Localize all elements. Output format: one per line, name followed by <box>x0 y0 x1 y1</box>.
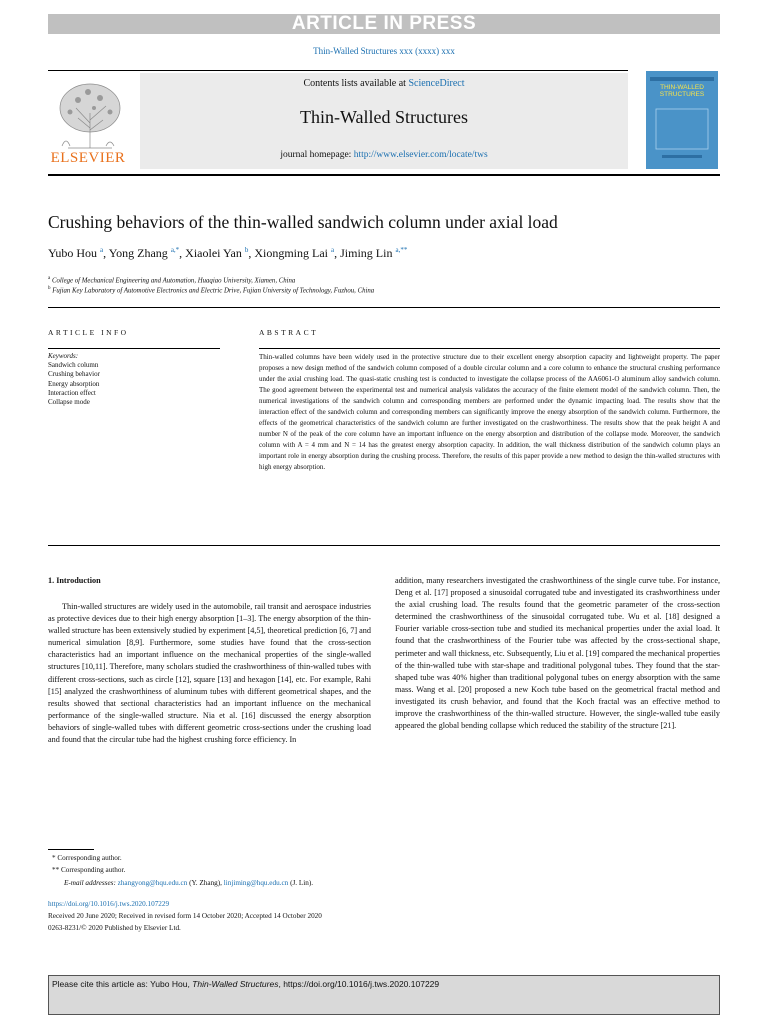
homepage-line <box>140 150 628 160</box>
email-label: E-mail addresses: <box>64 879 118 887</box>
keyword-item: Interaction effect <box>48 388 96 397</box>
section-heading-introduction: 1. Introduction <box>48 576 101 585</box>
abstract-rule <box>259 348 720 349</box>
article-info-rule <box>48 348 220 349</box>
article-info-heading: ARTICLE INFO <box>48 328 129 337</box>
citation-suffix[interactable]: , https://doi.org/10.1016/j.tws.2020.107229 <box>278 979 440 989</box>
author-list: Yubo Hou $^a$, Yong Zhang $^{a,*}$, Xiaolei Yan $^b$, Xiongming Lai $^a$, Jiming Lin $^{a,**}$ <box>48 246 408 260</box>
journal-name: Thin-Walled Structures <box>299 107 468 127</box>
email-link[interactable]: linjiming@hqu.edu.cn <box>223 879 289 887</box>
keyword-item: Sandwich column <box>48 361 99 370</box>
sciencedirect-link[interactable]: ScienceDirect <box>408 78 465 89</box>
abstract-heading: ABSTRACT <box>259 328 319 337</box>
keyword-item: Collapse mode <box>48 398 90 407</box>
elsevier-wordmark[interactable]: ELSEVIER <box>50 150 126 166</box>
email-owner: (Y. Zhang), <box>187 879 224 887</box>
copyright-line: 0263-8231/© 2020 Published by Elsevier Ltd. <box>48 924 181 932</box>
doi-link[interactable]: https://doi.org/10.1016/j.tws.2020.107229 <box>48 900 170 908</box>
keywords-label: Keywords: <box>48 352 79 360</box>
author-affil-mark[interactable]: b <box>244 246 249 254</box>
article-in-press-banner: ARTICLE IN PRESS <box>48 14 720 34</box>
email-owner: (J. Lin). <box>288 879 314 887</box>
body-column-left: Thin-walled structures are widely used in the automobile, rail transit and aerospace industries as protective devices due to their high energy absorption [1–3]. The energy absorption of the thin-walled structure has been extensively studied by experiment [4,5], theoretical prediction [6, 7] and numerical simulation [8,9]. Furthermore, some studies have found that the cross-section characteristics had an important influence on the mechanical properties of the single-walled structures [10,11]. Therefore, many scholars studied the crashworthiness of thin-walled tubes with different cross-sections, such as circle [12], square [13] and hexagon [14], etc. For example, Rahi [15] analyzed the crashworthiness of aluminum tubes with different geometrical shapes, and the results showed that sectional characteristics had an important influence on the mechanical performance of the single-walled structure. Nia et al. [16] discussed the energy absorption behaviors of single-walled tubes with different geometric cross-sections under the crushing load and found that the circular tube had the highest crushing force efficiency. In <box>48 602 371 745</box>
email-link[interactable]: zhangyong@hqu.edu.cn <box>117 879 188 887</box>
affiliation-b <box>48 286 720 294</box>
keywords-block <box>48 352 220 407</box>
contents-prefix: Contents lists available at <box>303 78 409 89</box>
journal-reference-link[interactable]: Thin-Walled Structures xxx (xxxx) xxx <box>313 46 455 56</box>
affiliation-text: Fujian Key Laboratory of Automotive Electronics and Electric Drive, Fujian University of Technology, Fuzhou, China <box>52 287 375 295</box>
received-dates: Received 20 June 2020; Received in revised form 14 October 2020; Accepted 14 October 2020 <box>48 912 322 920</box>
header-bottom-rule <box>48 174 720 176</box>
affiliation-mark: a <box>48 276 51 281</box>
author-name[interactable]: Jiming Lin <box>340 246 393 260</box>
author-name[interactable]: Xiongming Lai <box>254 246 329 260</box>
body-rule <box>48 545 720 546</box>
citation-journal: Thin-Walled Structures <box>192 979 279 989</box>
abstract-text: Thin-walled columns have been widely used in the protective structure due to their excellent energy absorption capacity and lightweight property. The paper proposes a new design method of the sandwich column composed of a double circular column and a core column to enhance the structural crushing performance under the axial crushing load. The quasi-static crushing test is conducted to investigate the collapse process of the AA6061-O aluminum alloy sandwich column. The good agreement between the experimental test and numerical analysis validates the accuracy of the finite element model of the sandwich column. Then, the numerical investigations of the sandwich column and corresponding members are performed under the dynamic impacting load. The results show that the interaction effect of the sandwich column and corresponding members can significantly improve the energy absorption of the sandwich column. Furthermore, the effects of the geometrical characteristics of the sandwich column are further investigated on the crashworthiness. The results show that the peak height A and number N of the peak of the core column have an important influence on the energy absorption and distribution of the collapse mode. Moreover, the sandwich column with A = 4 mm and N = 14 has the greatest energy absorption capacity. In addition, the wall thickness distribution of the sandwich column plays an important role in energy absorption during the crushing process. Therefore, the results of this paper provide a new method to design the thin-walled structures with high energy absorption. <box>259 353 720 471</box>
citation-prefix: Please cite this article as: Yubo Hou, <box>52 979 193 989</box>
cover-title: THIN-WALLED STRUCTURES <box>659 84 705 98</box>
header-rule <box>48 70 628 71</box>
keyword-item: Energy absorption <box>48 379 100 388</box>
author-name[interactable]: Xiaolei Yan <box>185 246 242 260</box>
citation-text <box>52 979 439 989</box>
footnote-corresponding-1: * Corresponding author. <box>52 854 122 862</box>
footnote-emails <box>64 879 313 887</box>
keyword-item: Crushing behavior <box>48 370 100 379</box>
author-name[interactable]: Yong Zhang <box>108 246 168 260</box>
affiliation-rule <box>48 307 720 308</box>
affiliation-a <box>48 276 720 284</box>
author-affil-mark[interactable]: a,* <box>170 246 180 254</box>
article-title: Crushing behaviors of the thin-walled sandwich column under axial load <box>48 212 558 232</box>
homepage-link[interactable]: http://www.elsevier.com/locate/tws <box>353 150 488 160</box>
body-column-right: addition, many researchers investigated the crashworthiness of the single curve tube. For instance, Deng et al. [17] proposed a sinusoidal corrugated tube and investigated its crashworthiness under the axial crushing load. The results found that the geometric parameter of the cross-section determined the crashworthiness of the sinusoidal corrugated tube. Wu et al. [18] designed a Fourier variable cross-section tube and studied its mechanical properties under the axial load. It found that the crashworthiness of the Fourier tube was affected by the cross-sectional shape, perimeter and wall thickness, etc. Subsequently, Liu et al. [19] compared the mechanical properties of the thin-walled tube with star-shape and traditional polygonal tubes. They found that the star-shaped tube was 40% higher than traditional polygonal tubes on energy absorption with the same mass. Wang et al. [20] proposed a new Koch tube based on the geometrical fractal method and investigated its crush behavior, and found that the Koch fractal was an effective method to improve the crashworthiness of the thin-walled structure. However, the single-walled tube easily appeared the global bending collapse which reduced the stability of the structure [21]. <box>395 576 720 731</box>
author-affil-mark[interactable]: a <box>100 246 104 254</box>
footnote-corresponding-2: ** Corresponding author. <box>52 866 126 874</box>
affiliation-mark: b <box>48 286 51 291</box>
contents-line <box>140 78 628 89</box>
author-affil-mark[interactable]: a,** <box>395 246 408 254</box>
affiliation-text: College of Mechanical Engineering and Automation, Huaqiao University, Xiamen, China <box>51 277 296 285</box>
homepage-prefix: journal homepage: <box>280 150 354 160</box>
author-affil-mark[interactable]: a <box>331 246 335 254</box>
author-name[interactable]: Yubo Hou <box>48 246 98 260</box>
footnote-rule <box>48 849 94 850</box>
